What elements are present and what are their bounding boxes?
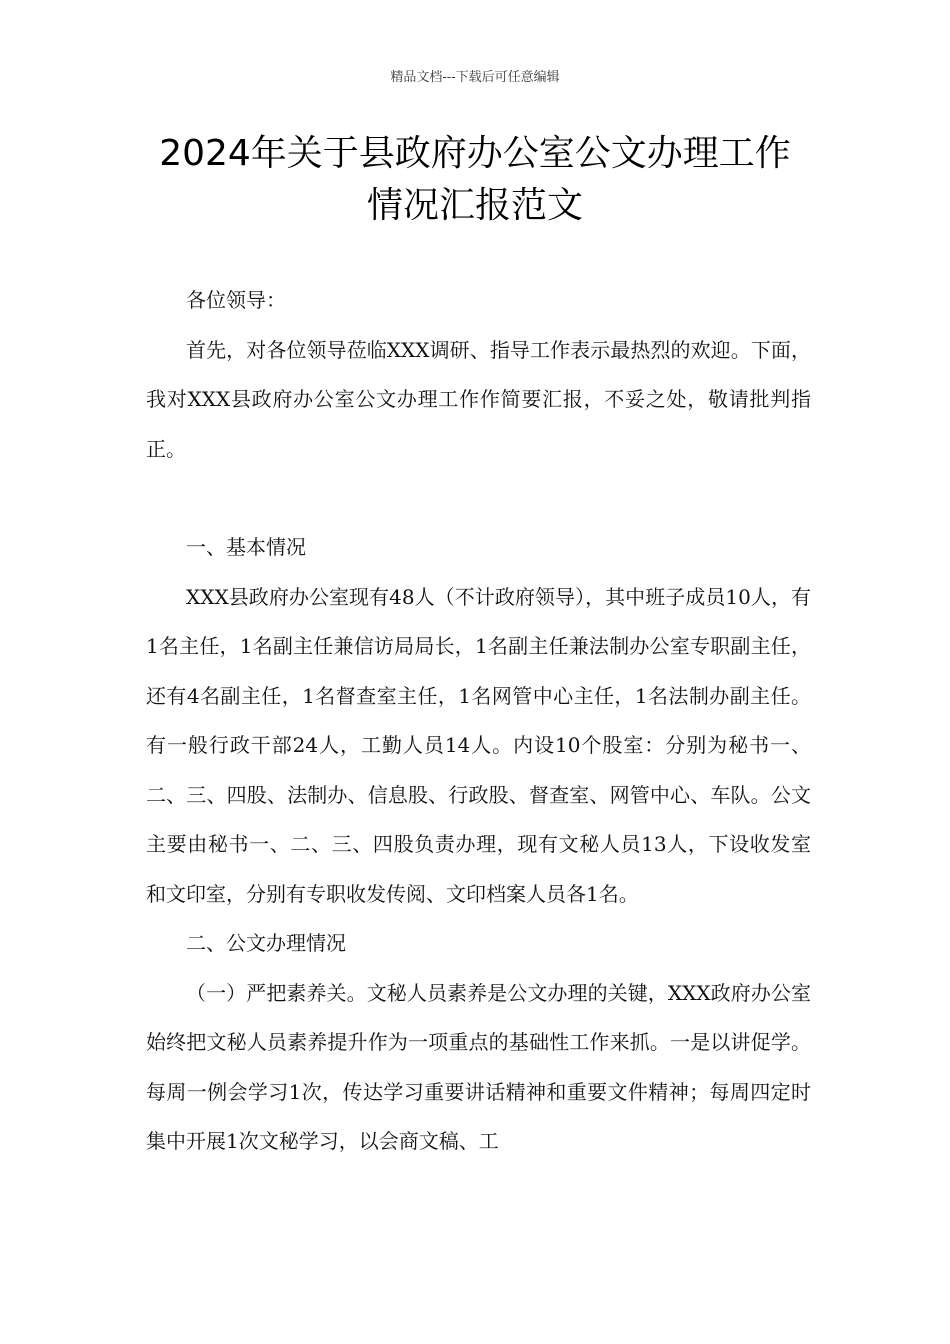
title-line-2: 情况汇报范文: [366, 185, 583, 226]
intro-paragraph: 首先，对各位领导莅临XXX调研、指导工作表示最热烈的欢迎。下面，我对XXX县政府办公室公文办理工作作简要汇报，不妥之处，敬请批判指正。: [146, 337, 811, 461]
section-1-paragraph: XXX县政府办公室现有48人（不计政府领导），其中班子成员10人，有1名主任，1名副主任兼信访局局长，1名副主任兼法制办公室专职副主任，还有4名副主任，1名督查室主任，1名网管中心主任，1名法制办副主任。有一般行政干部24人，工勤人员14人。内设10个股室：分别为秘书一、二、三、四股、法制办、信息股、行政股、督查室、网管中心、车队。公文主要由秘书一、二、三、四股负责办理，现有文秘人员13人，下设收发室和文印室，分别有专职收发传阅、文印档案人员各1名。: [146, 584, 811, 906]
document-title: [100, 128, 850, 232]
section-2-heading: 二、公文办理情况: [186, 931, 346, 955]
header-note: 精品文档---下载后可任意编辑: [390, 70, 560, 85]
title-line-1: 2024年关于县政府办公室公文办理工作: [159, 133, 791, 174]
salutation: 各位领导：: [186, 288, 286, 312]
section-2-paragraph-1: （一）严把素养关。文秘人员素养是公文办理的关键，XXX政府办公室始终把文秘人员素养提升作为一项重点的基础性工作来抓。一是以讲促学。每周一例会学习1次，传达学习重要讲话精神和重要文件精神；每周四定时集中开展1次文秘学习，以会商文稿、工: [146, 980, 811, 1153]
paragraph-gap: [146, 474, 811, 523]
section-1-heading: 一、基本情况: [186, 535, 306, 559]
document-body: [146, 276, 811, 1167]
